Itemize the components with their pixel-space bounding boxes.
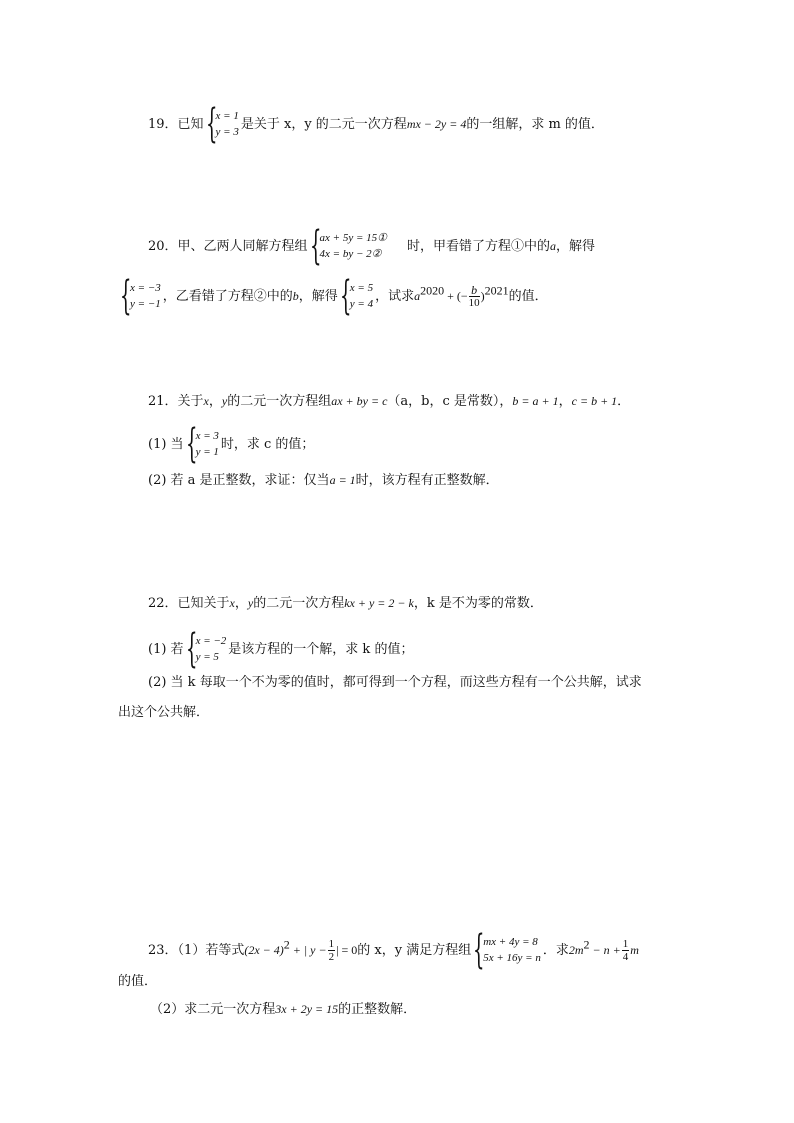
q20-lead: 20．甲、乙两人同解方程组: [148, 239, 308, 254]
question-21-part-1: [148, 421, 315, 467]
q20-mid3: ，解得: [298, 289, 338, 304]
question-20-line-2: [118, 273, 548, 319]
q20-mid: 时，甲看错了方程①中的: [407, 239, 551, 254]
q22-p2-line-2: 出这个公共解．: [118, 705, 210, 720]
q21-eq3: c = b + 1: [571, 394, 618, 408]
q20-mid2: ，乙看错了方程②中的: [162, 289, 293, 304]
question-23-part-2: [150, 1000, 416, 1019]
q20-expr-plus: + (−: [444, 289, 468, 303]
q20-expr-a: a: [414, 289, 421, 303]
question-22: [148, 594, 543, 613]
question-23-line-2: [118, 973, 157, 991]
q23-expr-sq: 2: [583, 937, 590, 952]
q22-p1-row-2: y = 5: [195, 651, 219, 663]
q21-sep: ，: [208, 394, 222, 409]
q20-sys-row-1: ax + 5y = 15①: [319, 232, 388, 244]
q21-eq2: b = a + 1: [512, 394, 559, 408]
q22-sep: ，: [234, 596, 248, 611]
q23-sys-row-2: 5x + 16y = n: [483, 952, 541, 964]
q20-sol1-row-1: x = −3: [130, 282, 161, 294]
q19-tail: 的一组解，求 m 的值．: [466, 117, 604, 132]
q23-p2-tail: 的正整数解．: [338, 1002, 417, 1017]
q21-p1-system: { x = 3 y = 1: [185, 421, 219, 467]
q20-sol2-row-2: y = 4: [349, 298, 374, 310]
q21-p1-tail: 时，求 c 的值；: [220, 437, 315, 452]
q22-p1-system: { x = −2 y = 5: [185, 626, 227, 672]
question-19: [148, 101, 604, 147]
question-22-part-1: [148, 626, 414, 672]
q22-p1-lead: (1) 若: [148, 642, 184, 657]
q20-tail2: 的值．: [508, 289, 548, 304]
q20-expr-close: ): [480, 289, 485, 303]
q23-fraction-quarter: [622, 938, 630, 963]
q21-x: x: [203, 394, 209, 408]
q22-p1-row-1: x = −2: [195, 635, 227, 647]
q20-frac-num: b: [469, 284, 480, 297]
q23-frac-den: 2: [328, 951, 335, 963]
q21-p2-eq: a = 1: [329, 473, 356, 487]
q20-solution-2: { x = 5 y = 4: [339, 273, 374, 319]
q22-p1-tail: 是该方程的一个解，求 k 的值；: [228, 642, 414, 657]
q19-mid: 是关于 x，y 的二元一次方程: [240, 117, 407, 132]
q21-equation: ax + by = c: [331, 394, 388, 408]
q22-x: x: [229, 596, 235, 610]
q23-frac2-num: 1: [622, 938, 629, 950]
question-21: [148, 392, 630, 411]
question-20-line-1: [148, 223, 596, 269]
q23-p2-eq: 3x + 2y = 15: [275, 1002, 339, 1016]
q23-mid: 的 x，y 满足方程组: [357, 943, 472, 958]
q23-fraction-half: [328, 938, 336, 963]
q19-sys-row-1: x = 1: [215, 110, 239, 122]
q23-mid2: ．求: [542, 943, 569, 958]
q23-eq-c: | = 0: [336, 943, 358, 957]
q22-equation: kx + y = 2 − k: [344, 596, 414, 610]
q20-frac-den: 10: [468, 297, 480, 309]
q21-p2-tail: 时，该方程有正整数解．: [355, 473, 499, 488]
q23-expr-c: m: [630, 943, 639, 957]
q19-equation: mx − 2y = 4: [406, 117, 467, 131]
q23-eq-b: + | y −: [289, 943, 327, 957]
q21-y: y: [221, 394, 228, 408]
q22-p2-line-1: (2) 当 k 每取一个不为零的值时，都可得到一个方程，而这些方程有一个公共解，试求: [148, 675, 642, 690]
q20-sys-row-2: 4x = by − 2②: [319, 248, 382, 260]
q20-var-b: b: [292, 289, 299, 303]
q23-expr-b: − n +: [589, 943, 621, 957]
q22-mid: 的二元一次方程: [253, 596, 345, 611]
q20-exp-2: 2021: [484, 283, 509, 298]
q20-tail: ，解得: [556, 239, 596, 254]
q23-lead: 23．（1）若等式: [148, 943, 245, 958]
q21-mid2: （a，b，c 是常数），: [387, 394, 513, 409]
q21-p1-lead: (1) 当: [148, 437, 184, 452]
q19-solution-system: { x = 1 y = 3: [205, 101, 239, 147]
q20-equation-system: { ax + 5y = 15① 4x = by − 2②: [309, 223, 388, 269]
question-22-part-2-line-2: [118, 704, 209, 722]
q19-lead: 19．已知: [148, 117, 204, 132]
q21-lead: 21．关于: [148, 394, 204, 409]
q22-y: y: [247, 596, 254, 610]
q20-mid4: ，试求: [375, 289, 415, 304]
question-22-part-2-line-1: [148, 674, 642, 692]
q23-system: { mx + 4y = 8 5x + 16y = n: [473, 927, 541, 973]
q23-line-2: 的值．: [118, 974, 158, 989]
q22-mid2: ，k 是不为零的常数．: [413, 596, 543, 611]
q19-sys-row-2: y = 3: [215, 126, 239, 138]
q22-lead: 22．已知关于: [148, 596, 230, 611]
q20-sol2-row-1: x = 5: [349, 282, 374, 294]
q23-frac2-den: 4: [622, 951, 629, 963]
q20-sol1-row-2: y = −1: [130, 298, 161, 310]
q21-p2-lead: (2) 若 a 是正整数，求证：仅当: [148, 473, 330, 488]
q23-frac-num: 1: [328, 938, 335, 950]
q23-eq-sq: 2: [283, 937, 290, 952]
q23-eq-a: (2x − 4): [244, 943, 284, 957]
q23-expr-a: 2m: [568, 943, 584, 957]
q20-var-a: a: [550, 239, 557, 253]
q23-p2-lead: （2）求二元一次方程: [150, 1002, 276, 1017]
q20-exp-1: 2020: [420, 283, 445, 298]
q21-mid: 的二元一次方程组: [227, 394, 332, 409]
q20-solution-1: { x = −3 y = −1: [120, 273, 161, 319]
q23-sys-row-1: mx + 4y = 8: [483, 936, 538, 948]
q21-p1-row-2: y = 1: [195, 446, 219, 458]
q21-p1-row-1: x = 3: [195, 430, 219, 442]
question-23: [148, 927, 639, 973]
question-21-part-2: [148, 471, 499, 490]
q20-fraction: [469, 284, 480, 309]
q21-sep2: ，: [558, 394, 572, 409]
q21-end: ．: [617, 394, 631, 409]
